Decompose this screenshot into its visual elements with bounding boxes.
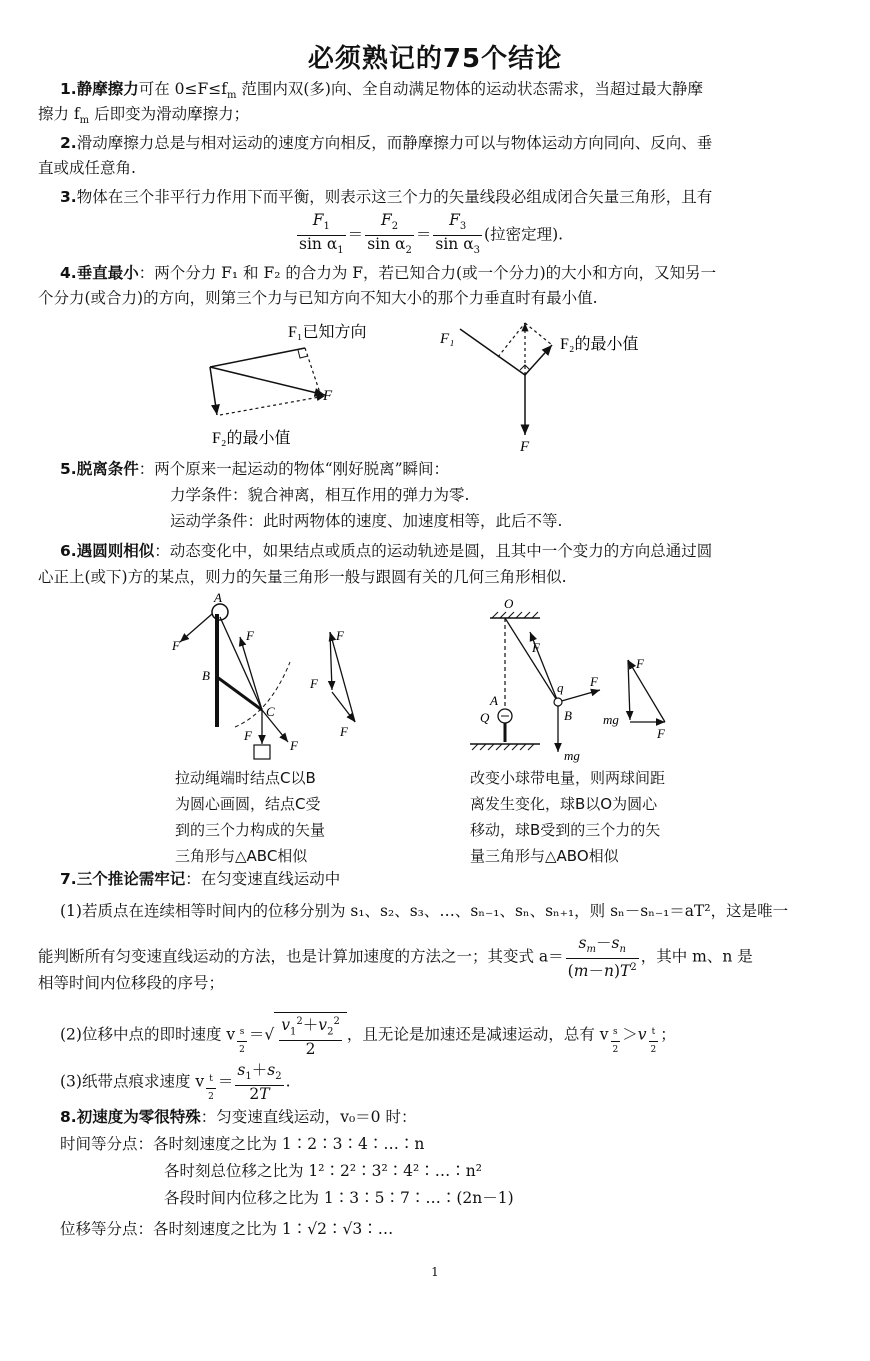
item-1-line-2: 擦力 $f_m$ 后即变为滑动摩擦力；	[38, 105, 250, 127]
item-7-p1-line-3: 相等时间内位移段的序号；	[38, 974, 225, 992]
label-tri-right-f2: F	[636, 656, 644, 671]
item-5-mechanics-condition: 力学条件：貌合神离，相互作用的弹力为零.	[170, 486, 470, 504]
item-6-line-1: 6.遇圆则相似：动态变化中，如果结点或质点的运动轨迹是圆，且其中一个变力的方向总通过圆	[60, 542, 713, 560]
item-7-p3: (3)纸带点痕求速度 v $_{\frac{t}{2}}$ ＝ $\frac{s_1+s_2}{2T}$ .	[60, 1061, 291, 1104]
tri-left-f2	[332, 692, 355, 722]
label-b: B	[202, 668, 210, 683]
label-tri-right-f1: F	[657, 726, 665, 741]
force-f-at-c	[240, 637, 262, 710]
perpendicular-dashed	[305, 348, 320, 393]
label-f-right: F	[520, 439, 530, 455]
label-a-right: A	[490, 693, 498, 708]
item-2-line-1: 2.滑动摩擦力总是与相对运动的速度方向相反，而静摩擦力可以与物体运动方向同向、反向、垂	[60, 134, 713, 152]
label-tri-right-mg: mg	[603, 712, 619, 727]
item-1-line-1: 1.静摩擦力可在 $0\le F\le f_m$ 范围内双(多)向、全自动满足物体的运动状态需求，当超过最大静摩	[60, 80, 703, 102]
page-title: 必须熟记的75个结论	[307, 44, 563, 74]
tri-right-f2	[628, 660, 665, 722]
item-8-displacement-velocity: 位移等分点：各时刻速度之比为 1∶√2∶√3∶…	[60, 1220, 394, 1238]
item-2-line-2: 直或成任意角.	[38, 159, 136, 177]
label-tri-f1: F	[310, 676, 318, 691]
item-3-line-1: 3.物体在三个非平行力作用下而平衡，则表示这三个力的矢量线段必组成闭合矢量三角形，且有	[60, 188, 713, 206]
item-8-time-total-displacement: 各时刻总位移之比为 1²∶2²∶3²∶4²∶…∶n²	[164, 1162, 482, 1180]
item-5-line-1: 5.脱离条件：两个原来一起运动的物体“刚好脱离”瞬间：	[60, 460, 450, 478]
label-f2-right: F	[532, 640, 540, 655]
diagram-perpendicular-minimum	[180, 315, 680, 455]
sphere-b	[554, 698, 562, 706]
diagram-circle-similarity	[160, 592, 720, 772]
label-f1-right: F	[590, 674, 598, 689]
ceiling-hatch	[492, 612, 538, 618]
label-f1-known-direction: F₁已知方向	[288, 324, 367, 341]
label-mg-right: mg	[564, 748, 580, 763]
item-8-time-segment-displacement: 各段时间内位移之比为 1∶3∶5∶7∶…∶(2n－1)	[164, 1189, 514, 1207]
rope-pull-f	[180, 614, 212, 642]
caption-right: 改变小球带电量，则两球间距 离发生变化，球B以O为圆心 移动，球B受到的三个力的矢 量三角形与△ABO相似	[470, 769, 666, 865]
label-f-left: F	[323, 388, 333, 404]
label-o: O	[504, 596, 514, 611]
label-f1-right: F₁	[440, 331, 455, 347]
label-f2-min-right: F₂的最小值	[560, 336, 639, 353]
item-7-p1-line-1: (1)若质点在连续相等时间内的位移分别为 s₁、s₂、s₃、…、sₙ₋₁、sₙ、sₙ₊₁，则 sₙ－sₙ₋₁＝aT²，这是唯一	[60, 902, 789, 920]
label-q-cap: Q	[480, 710, 490, 725]
label-tri-f: F	[336, 628, 344, 643]
lami-theorem-equation: $\frac{F_1}{\sin \alpha_1}$ ＝ $\frac{F_2}{\sin \alpha_2}$ ＝ $\frac{F_3}{\sin \alpha_3}$ (拉密定理).	[299, 211, 564, 257]
item-8-time-velocity: 时间等分点：各时刻速度之比为 1∶2∶3∶4∶…∶n	[60, 1135, 425, 1153]
f1-known-direction-line	[210, 348, 305, 367]
f1-line-right	[460, 329, 525, 375]
item-4-line-1: 4.垂直最小：两个分力 F₁ 和 F₂ 的合力为 F，若已知合力(或一个分力)的大小和方向，又知另一	[60, 264, 717, 282]
label-tri-f2: F	[340, 724, 348, 739]
item-7-p2: (2)位移中点的即时速度 v $_{\frac{s}{2}}$ ＝√ $\frac{v_1^2+v_2^2}{2}$ ，且无论是加速还是减速运动，总有 v $_{\frac{s}{2}}$ ＞v $_{\frac{t}{2}}$ ；	[60, 1012, 676, 1059]
item-5-kinematics-condition: 运动学条件：此时两物体的速度、加速度相等，此后不等.	[170, 512, 563, 530]
string-ob	[505, 618, 558, 702]
resultant-f-arrow	[210, 367, 325, 395]
dashed-right	[525, 323, 552, 345]
label-q-small: q	[557, 680, 564, 695]
label-f-rope: F	[172, 638, 180, 653]
page-number: 1	[431, 1265, 439, 1279]
label-b-right: B	[564, 708, 572, 723]
item-8-heading: 8.初速度为零很特殊：匀变速直线运动，v₀＝0 时：	[60, 1108, 417, 1126]
label-f-c: F	[246, 628, 254, 643]
tri-left-f1	[330, 632, 332, 690]
item-4-line-2: 个分力(或合力)的方向，则第三个力与已知方向不知大小的那个力垂直时有最小值.	[38, 289, 598, 307]
label-f1-c: F	[244, 728, 252, 743]
caption-left: 拉动绳端时结点C以B 为圆心画圆，结点C受 到的三个力构成的矢量 三角形与△ABC相似	[175, 769, 326, 865]
label-f2-min-left: F₂的最小值	[212, 430, 291, 447]
item-6-line-2: 心正上(或下)方的某点，则力的矢量三角形一般与跟圆有关的几何三角形相似.	[38, 568, 567, 586]
label-f2-c: F	[290, 738, 298, 753]
label-a: A	[214, 592, 222, 605]
item-7-heading: 7.三个推论需牢记：在匀变速直线运动中	[60, 870, 341, 888]
f2-min-arrow-right	[525, 345, 552, 375]
f2-vertical-arrow	[210, 367, 217, 415]
weight-box	[254, 745, 270, 759]
item-7-p1-line-2: 能判断所有匀变速直线运动的方法，也是计算加速度的方法之一；其变式 a＝ $\frac{s_m-s_n}{(m-n)T^2}$ ，其中 m、n 是	[38, 934, 753, 981]
label-c: C	[266, 704, 275, 719]
tri-right-mg	[628, 660, 630, 720]
tri-left-f	[330, 632, 355, 722]
dashed-left	[498, 323, 525, 357]
ground-hatch	[472, 744, 534, 750]
force-f1-b	[558, 690, 600, 702]
f2-min-dashed	[220, 396, 325, 415]
